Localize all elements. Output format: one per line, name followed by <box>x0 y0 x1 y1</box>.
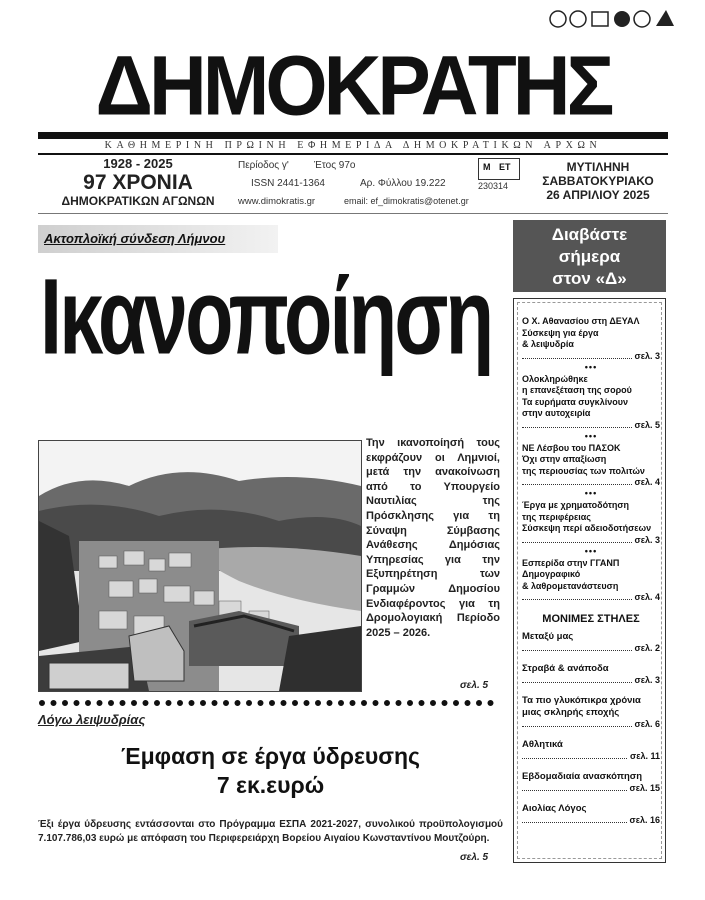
sidebar-item[interactable] <box>522 374 660 431</box>
sidebar-item[interactable] <box>522 316 660 362</box>
permanent-item-page: σελ. 6 <box>634 719 660 729</box>
permanent-item-label: Εβδομαδιαία ανασκόπηση <box>522 771 643 782</box>
permanent-item-label: Αιολίας Λόγος <box>522 803 587 814</box>
sidebar-item-page: σελ. 3 <box>634 350 660 361</box>
leader-dots <box>522 675 632 683</box>
sidebar-item-line: Εσπερίδα στην ΓΓΑΝΠ <box>522 557 620 568</box>
logo-circle-3-icon <box>614 11 630 27</box>
sidebar-item-line: & λαθρομετανάστευση <box>522 580 619 591</box>
sidebar-item-line: Ο Χ. Αθανασίου στη ΔΕΥΑΛ <box>522 316 640 326</box>
city: ΜΥΤΙΛΗΝΗ <box>566 160 630 174</box>
sidebar-item-line: Ολοκληρώθηκε <box>522 373 588 384</box>
permanent-item-page: σελ. 16 <box>629 815 660 825</box>
leader-dots <box>522 535 632 543</box>
second-kicker: Λόγω λειψυδρίας <box>38 712 146 727</box>
sidebar-item-page: σελ. 4 <box>634 477 660 487</box>
harbor-town-photo <box>39 441 361 691</box>
sidebar-item-line: ΝΕ Λέσβου του ΠΑΣΟΚ <box>522 442 621 453</box>
header-bottom-rule <box>38 213 668 214</box>
second-body: Έξι έργα ύδρευσης εντάσσονται στο Πρόγραμμα ΕΣΠΑ 2021-2027, συνολικού προϋπολογισμού 7.107.786,03 ευρώ με απόφαση του Περιφερειάρχη Βορείου Αιγαίου Κωνσταντίνου Μουτζούρη. <box>38 819 503 844</box>
sidebar-item[interactable] <box>522 443 660 489</box>
lead-photo <box>38 440 362 692</box>
sidebar-item[interactable] <box>522 558 660 604</box>
permanent-item[interactable] <box>522 695 660 730</box>
separator-dots: ••• <box>584 488 598 498</box>
sidebar-item-page: σελ. 5 <box>634 419 660 430</box>
sidebar-item-line: & λειψυδρία <box>522 339 574 349</box>
permanent-item-label: Αθλητικά <box>522 739 563 750</box>
edition-info <box>528 160 668 202</box>
sidebar-title-line3: στον «Δ» <box>552 269 627 288</box>
lead-page-ref[interactable]: σελ. 5 <box>460 680 489 691</box>
lead-body: Την ικανοποίησή τους εκφράζουν οι Λημνιοί, μετά την ανακοίνωση από το Υπουργείο Ναυτιλίας της Πρόσκλησης για τη Σύναψη Σύμβασης Ανάθεσης Δημόσιας Υπηρεσίας για την Εξυπηρέτηση των Γραμμών Δημοσίου Ενδιαφέροντος για τη Δρομολογιακή Περίοδο 2025 – 2026. <box>366 437 500 639</box>
permanent-item-label: μιας σκληρής εποχής <box>522 707 620 718</box>
sidebar-item[interactable] <box>522 500 660 546</box>
permanent-item-page: σελ. 2 <box>634 643 660 653</box>
leader-dots <box>522 815 627 823</box>
mail-badge-left: M <box>483 162 491 172</box>
permanent-item-page: σελ. 11 <box>630 751 660 761</box>
leader-dots <box>522 751 627 759</box>
sidebar-item-line: της περιφέρειας <box>522 511 591 522</box>
masthead-title: ΔΗΜΟΚΡΑΤΗΣ <box>95 38 611 133</box>
leader-dots <box>522 477 632 485</box>
logo-circle-2-icon <box>570 11 586 27</box>
permanent-item[interactable] <box>522 739 660 762</box>
issue-number: Αρ. Φύλλου 19.222 <box>360 178 446 189</box>
leader-dots <box>522 351 632 359</box>
permanent-item-page: σελ. 15 <box>629 783 660 793</box>
years-count: 97 ΧΡΟΝΙΑ <box>83 171 193 194</box>
years-block <box>38 156 238 208</box>
years-note: ΔΗΜΟΚΡΑΤΙΚΩΝ ΑΓΩΝΩΝ <box>61 194 215 208</box>
website-link[interactable]: www.dimokratis.gr <box>238 196 316 207</box>
separator-dots: ••• <box>584 361 598 372</box>
permanent-item[interactable] <box>522 771 660 794</box>
sidebar-item-line: της περιουσίας των πολιτών <box>522 465 645 476</box>
permanent-item-label: Τα πιο γλυκόπικρα χρόνια <box>522 695 641 706</box>
permanent-item[interactable] <box>522 631 660 654</box>
separator-dots: ••• <box>584 430 598 441</box>
years-range: 1928 - 2025 <box>103 156 173 171</box>
sidebar-title <box>513 220 666 292</box>
day: ΣΑΒΒΑΤΟΚΥΡΙΑΚΟ <box>542 174 654 188</box>
dotted-divider <box>38 697 503 709</box>
sidebar-item-line: Έργα με χρηματοδότηση <box>522 500 629 510</box>
logo-circle-1-icon <box>550 11 566 27</box>
email-link[interactable]: email: ef_dimokratis@otenet.gr <box>344 196 469 206</box>
mail-badge <box>478 158 520 180</box>
sidebar-item-line: Τα ευρήματα συγκλίνουν <box>522 396 628 407</box>
masthead-rule <box>38 132 668 139</box>
period: Περίοδος γ' <box>238 160 289 171</box>
masthead-tagline: ΚΑΘΗΜΕΡΙΝΗ ΠΡΩΙΝΗ ΕΦΗΜΕΡΙΔΑ ΔΗΜΟΚΡΑΤΙΚΩΝ ΑΡΧΩΝ <box>104 140 602 151</box>
sidebar-item-page: σελ. 3 <box>634 534 660 545</box>
sidebar-item-line: Σύσκεψη για έργα <box>522 327 599 338</box>
permanent-columns <box>522 631 660 826</box>
lead-kicker: Ακτοπλοϊκή σύνδεση Λήμνου <box>44 231 226 246</box>
tagline-rule <box>38 153 668 155</box>
year: Έτος 97ο <box>314 160 356 171</box>
lead-headline: Ικανοποίηση <box>40 257 492 377</box>
permanent-item-label: Στραβά & ανάποδα <box>522 663 609 674</box>
sidebar-item-line: Σύσκεψη περί αδειοδοτήσεων <box>522 523 652 533</box>
leader-dots <box>522 719 632 727</box>
sidebar-item-line: Όχι στην απαξίωση <box>522 454 607 464</box>
permanent-item[interactable] <box>522 803 660 826</box>
mail-badge-right: ET <box>499 162 511 172</box>
sidebar-item-line: στην αυτοχειρία <box>522 408 591 418</box>
second-headline-line2: 7 εκ.ευρώ <box>216 772 325 798</box>
permanent-item[interactable] <box>522 663 660 686</box>
leader-dots <box>522 783 627 791</box>
leader-dots <box>522 643 632 651</box>
sidebar-contents <box>522 316 660 835</box>
issn: ISSN 2441-1364 <box>251 178 325 189</box>
permanent-item-label: Μεταξύ μας <box>522 631 574 642</box>
permanent-columns-title: ΜΟΝΙΜΕΣ ΣΤΗΛΕΣ <box>542 613 640 625</box>
sponsor-logos <box>548 4 676 34</box>
sidebar-item-page: σελ. 4 <box>634 592 660 602</box>
second-page-ref[interactable]: σελ. 5 <box>460 852 489 863</box>
logo-triangle-icon <box>656 10 674 26</box>
mail-code: 230314 <box>478 181 509 191</box>
second-headline <box>38 742 503 800</box>
second-headline-line1: Έμφαση σε έργα ύδρευσης <box>120 743 421 769</box>
separator-dots: ••• <box>584 545 598 556</box>
date: 26 ΑΠΡΙΛΙΟΥ 2025 <box>546 188 650 202</box>
logo-circle-4-icon <box>634 11 650 27</box>
leader-dots <box>522 420 632 428</box>
sidebar-item-line: η επανεξέταση της σορού <box>522 385 632 395</box>
permanent-item-page: σελ. 3 <box>634 675 660 685</box>
logo-square-icon <box>592 12 608 26</box>
sidebar-item-line: Δημογραφικό <box>522 569 581 579</box>
sidebar-title-line1: Διαβάστε <box>551 225 628 244</box>
sidebar-title-line2: σήμερα <box>558 247 621 266</box>
leader-dots <box>522 592 632 600</box>
